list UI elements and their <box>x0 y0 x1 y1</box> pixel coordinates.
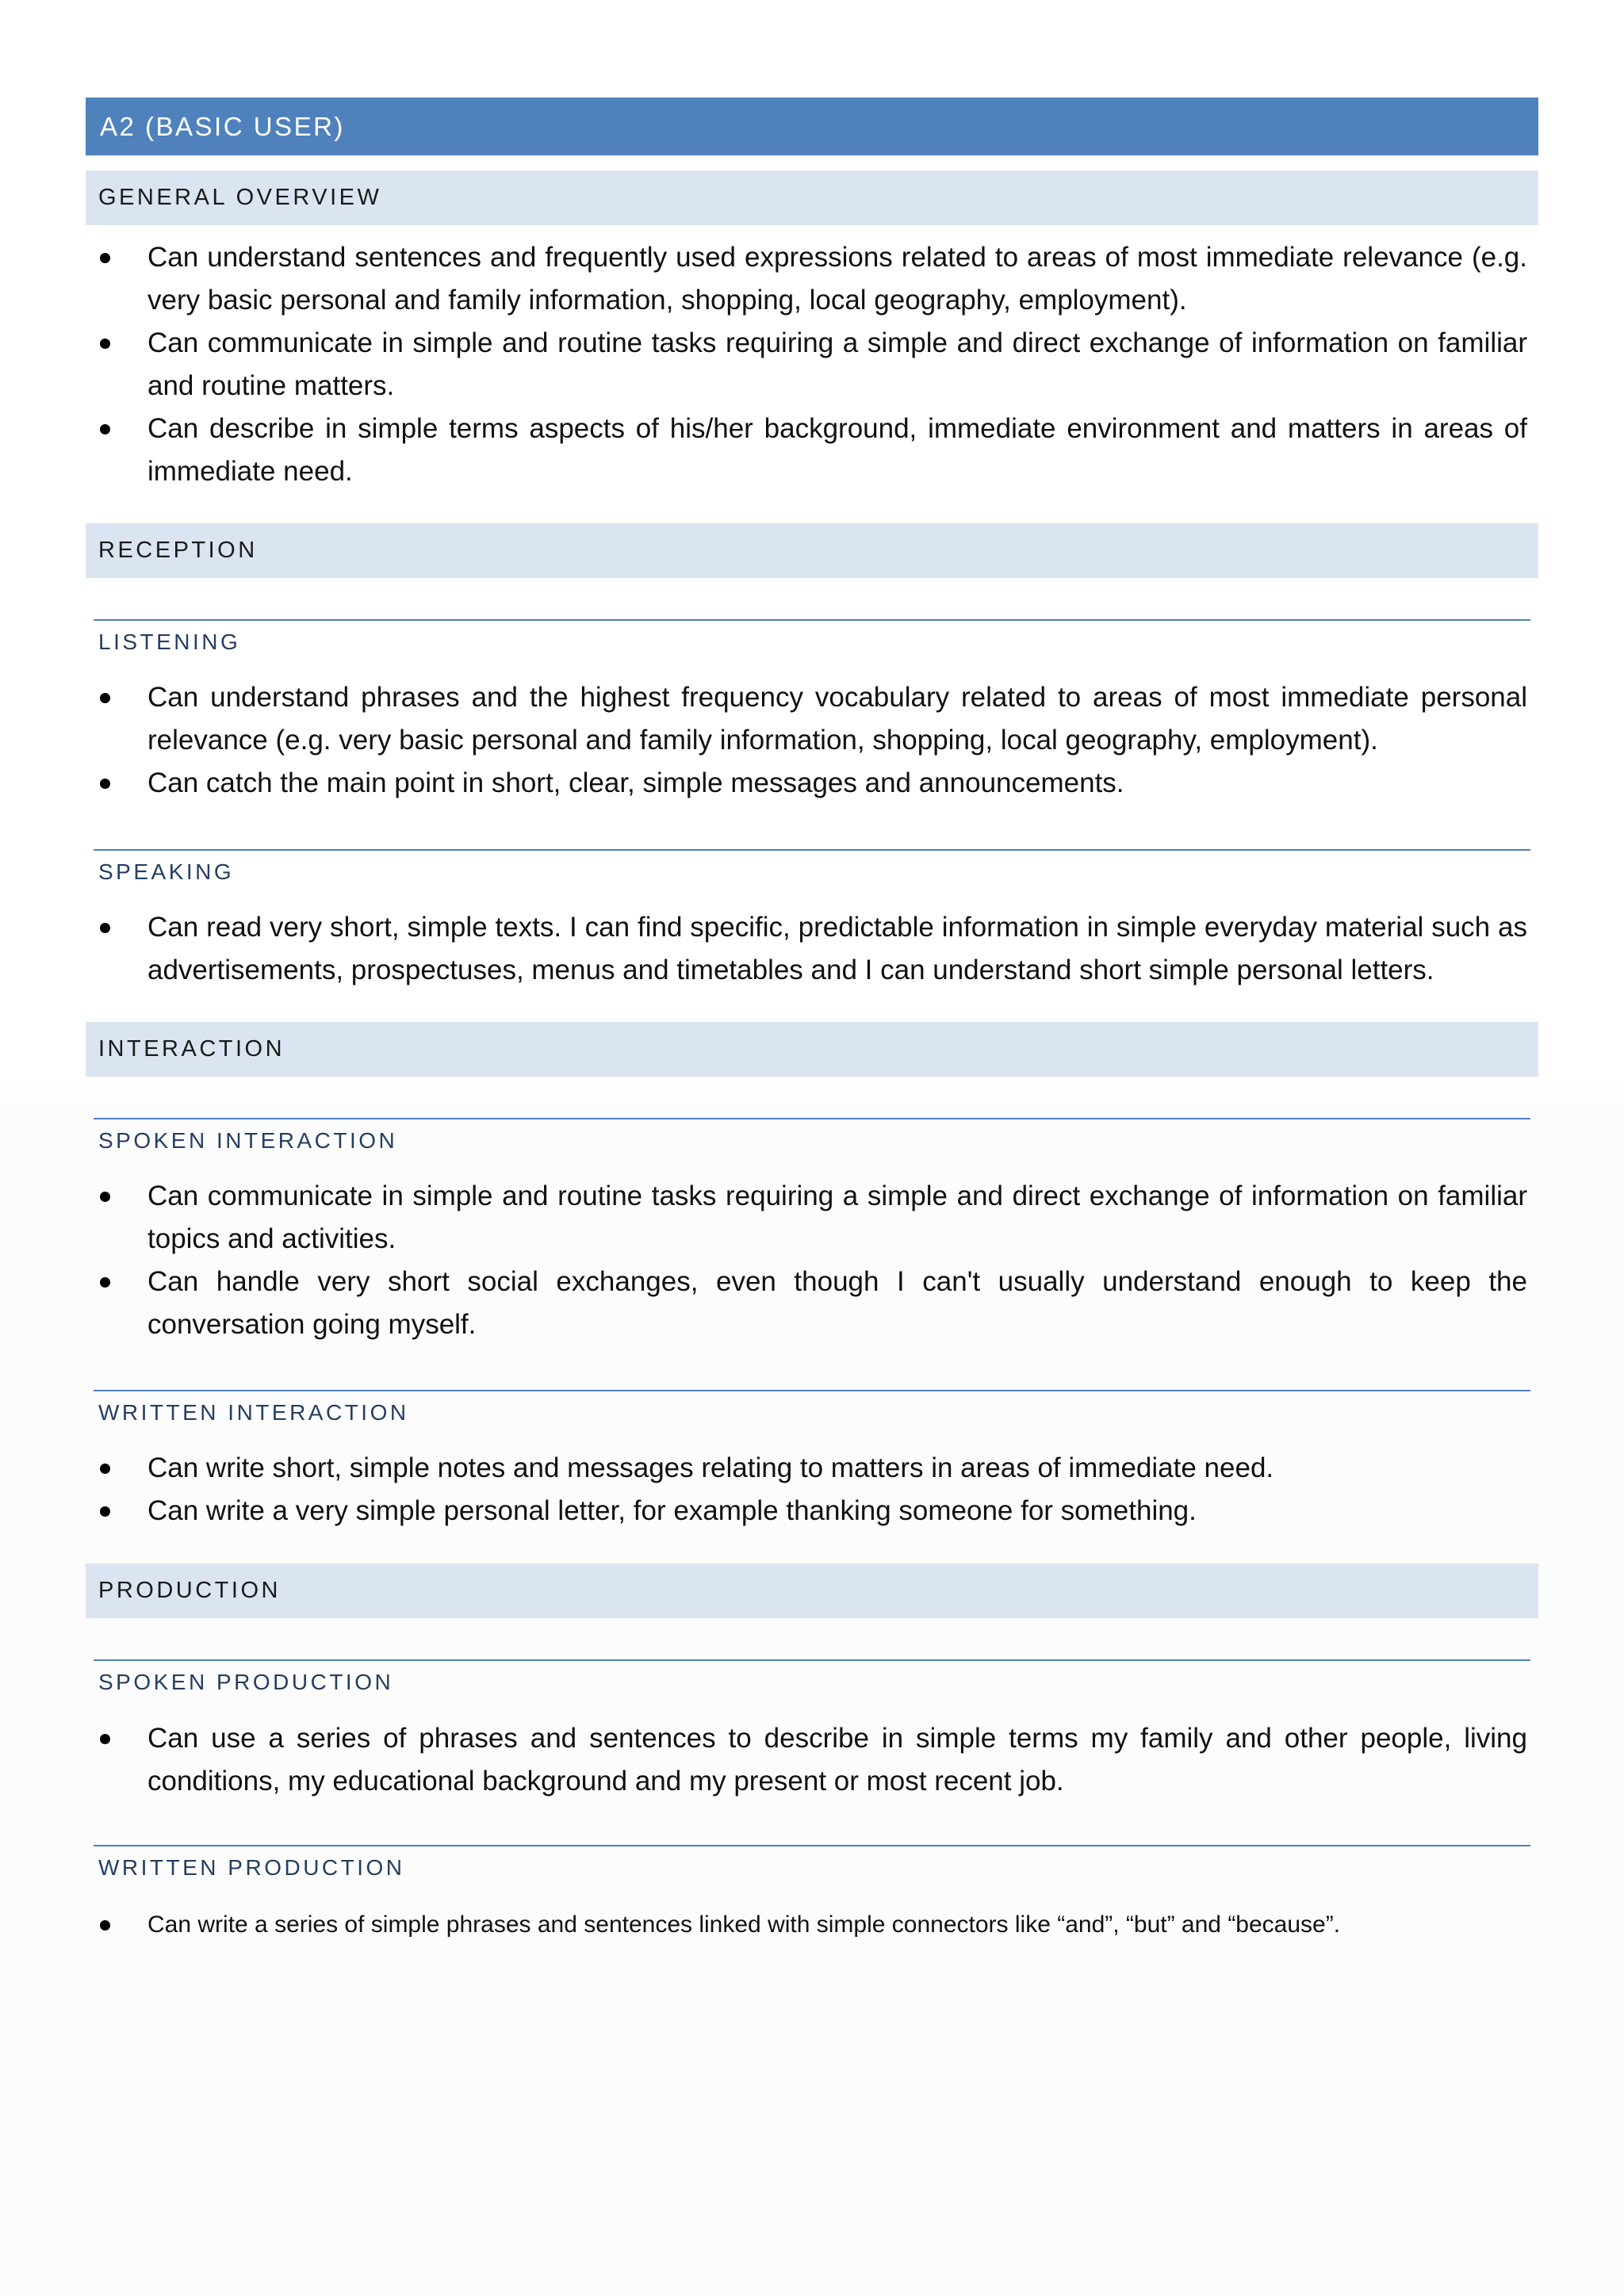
production-heading: PRODUCTION <box>86 1563 1538 1618</box>
written-production-rule <box>94 1845 1530 1846</box>
written-production-heading: WRITTEN PRODUCTION <box>98 1855 405 1880</box>
listening-heading: LISTENING <box>98 629 241 654</box>
list-item: Can write short, simple notes and messages relating to matters in areas of immediate need. <box>94 1447 1527 1490</box>
list-item: Can understand sentences and frequently used expressions related to areas of most immediate relevance (e.g. very basic personal and family information, shopping, local geography, employment). <box>94 236 1527 322</box>
list-item: Can use a series of phrases and sentences to describe in simple terms my family and other people, living conditions, my educational background and my present or most recent job. <box>94 1717 1527 1803</box>
written-production-list <box>94 1904 1527 1946</box>
spoken-interaction-list <box>94 1175 1527 1346</box>
general-overview-list <box>94 236 1527 493</box>
list-item: Can handle very short social exchanges, even though I can't usually understand enough to keep the conversation going myself. <box>94 1261 1527 1346</box>
listening-rule <box>94 619 1530 621</box>
spoken-production-heading: SPOKEN PRODUCTION <box>98 1670 394 1694</box>
list-item: Can communicate in simple and routine tasks requiring a simple and direct exchange of information on familiar and routine matters. <box>94 322 1527 408</box>
list-item: Can write a very simple personal letter, for example thanking someone for something. <box>94 1490 1527 1533</box>
interaction-heading: INTERACTION <box>86 1022 1538 1077</box>
speaking-list <box>94 906 1527 992</box>
list-item: Can catch the main point in short, clear, simple messages and announcements. <box>94 762 1527 805</box>
reception-heading: RECEPTION <box>86 523 1538 578</box>
list-item: Can communicate in simple and routine tasks requiring a simple and direct exchange of information on familiar topics and activities. <box>94 1175 1527 1261</box>
spoken-production-rule <box>94 1659 1530 1661</box>
speaking-heading: SPEAKING <box>98 859 235 884</box>
spoken-interaction-heading: SPOKEN INTERACTION <box>98 1128 398 1153</box>
list-item: Can write a series of simple phrases and sentences linked with simple connectors like “and”, “but” and “because”. <box>94 1904 1527 1946</box>
written-interaction-rule <box>94 1390 1530 1391</box>
list-item: Can understand phrases and the highest frequency vocabulary related to areas of most immediate personal relevance (e.g. very basic personal and family information, shopping, local geography, employment). <box>94 676 1527 762</box>
listening-list <box>94 676 1527 805</box>
general-overview-heading: GENERAL OVERVIEW <box>86 170 1538 225</box>
list-item: Can describe in simple terms aspects of his/her background, immediate environment and matters in areas of immediate need. <box>94 408 1527 493</box>
level-title: A2 (BASIC USER) <box>86 98 1538 155</box>
written-interaction-heading: WRITTEN INTERACTION <box>98 1400 409 1425</box>
spoken-production-list <box>94 1717 1527 1803</box>
speaking-rule <box>94 849 1530 851</box>
list-item: Can read very short, simple texts. I can find specific, predictable information in simple everyday material such as advertisements, prospectuses, menus and timetables and I can understand short simple personal letters. <box>94 906 1527 992</box>
spoken-interaction-rule <box>94 1118 1530 1119</box>
written-interaction-list <box>94 1447 1527 1533</box>
